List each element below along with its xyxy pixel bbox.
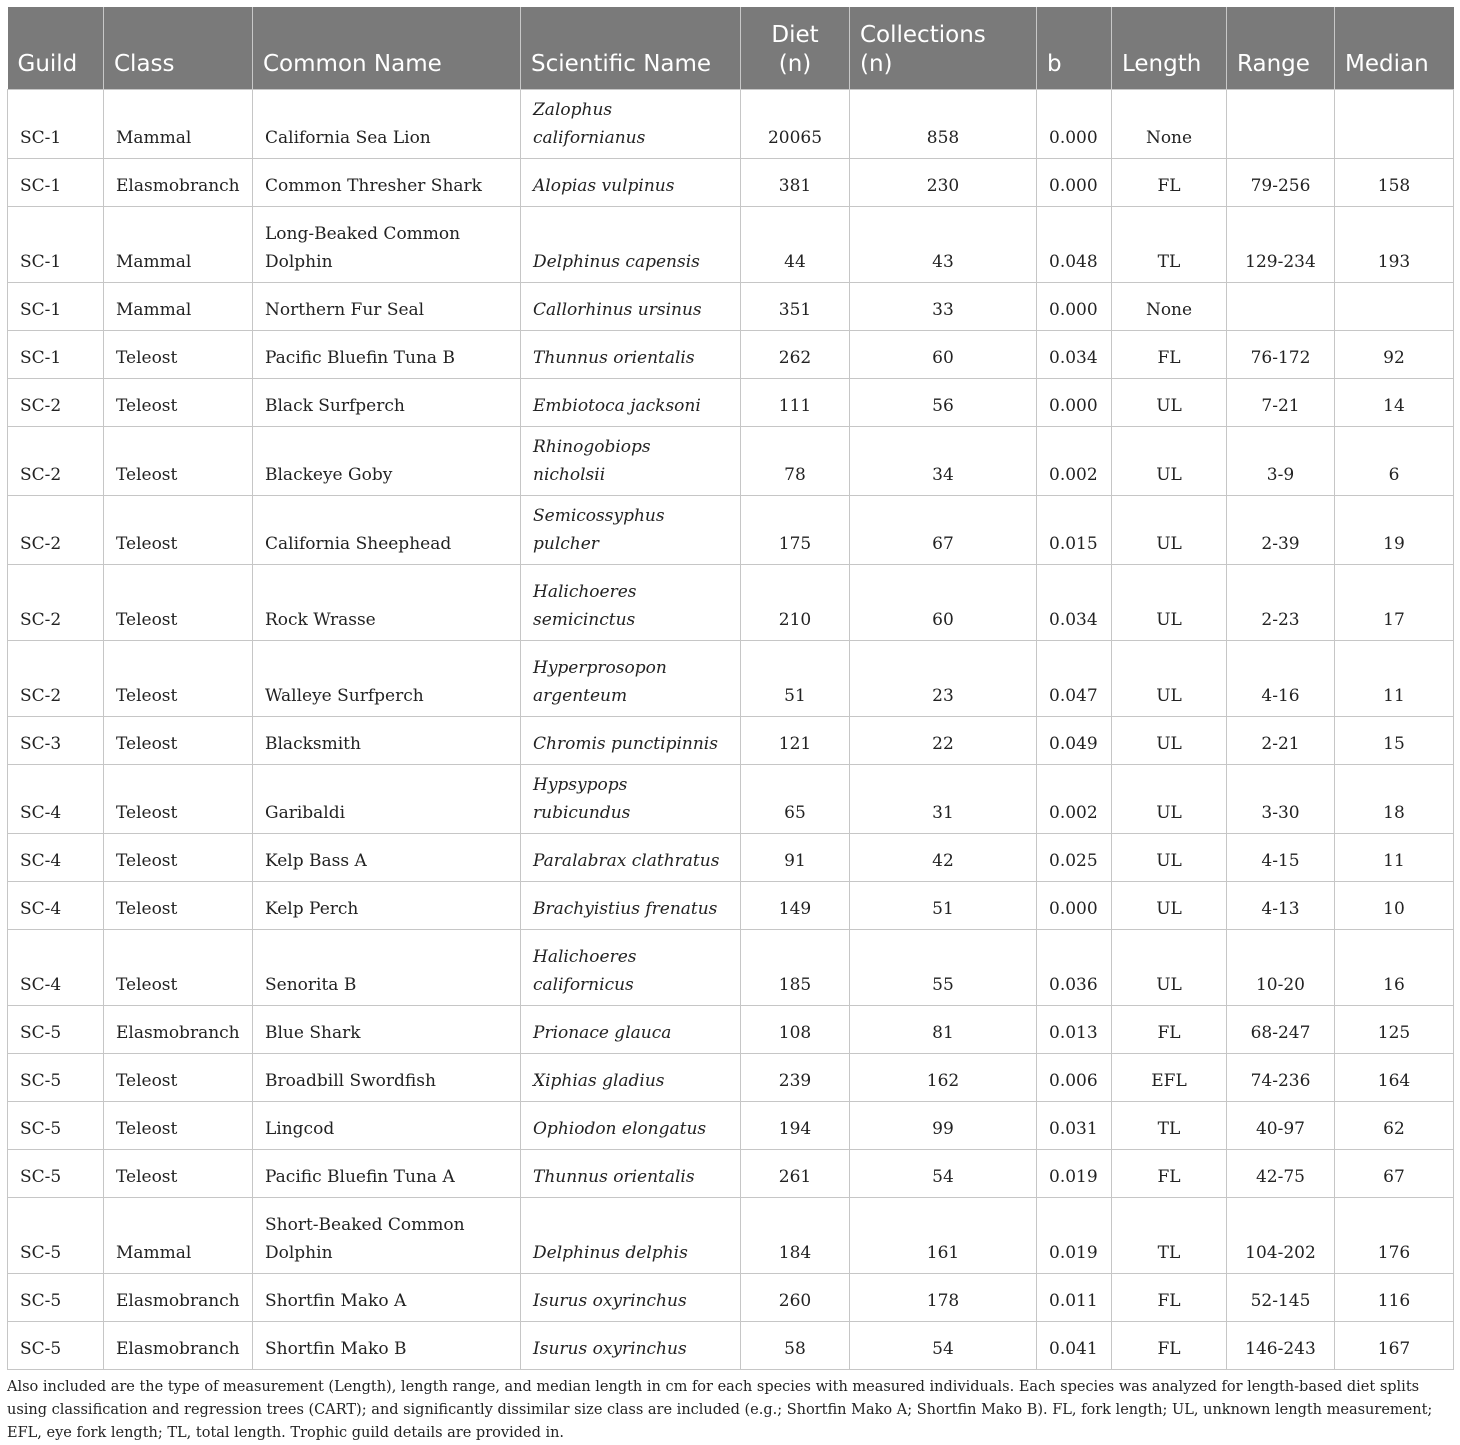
cell-b: 0.002: [1037, 427, 1112, 496]
cell-class: Teleost: [104, 1150, 253, 1198]
cell-class: Teleost: [104, 717, 253, 765]
cell-median: 11: [1335, 641, 1454, 717]
cell-scientific: Thunnus orientalis: [521, 1150, 741, 1198]
cell-median: 193: [1335, 207, 1454, 283]
table-row: [8, 1054, 1454, 1102]
cell-common: Kelp Bass A: [253, 834, 521, 882]
cell-collections: 230: [850, 159, 1037, 207]
cell-range: 146-243: [1227, 1322, 1335, 1370]
cell-b: 0.034: [1037, 565, 1112, 641]
cell-scientific: Delphinus delphis: [521, 1198, 741, 1274]
cell-diet: 111: [741, 379, 850, 427]
table-row: [8, 1102, 1454, 1150]
cell-median: 15: [1335, 717, 1454, 765]
header-b: b: [1037, 7, 1112, 90]
cell-median: 19: [1335, 496, 1454, 565]
cell-median: 62: [1335, 1102, 1454, 1150]
cell-range: 129-234: [1227, 207, 1335, 283]
cell-b: 0.041: [1037, 1322, 1112, 1370]
cell-scientific: Hyperprosopon argenteum: [521, 641, 741, 717]
cell-guild: SC-5: [8, 1102, 104, 1150]
table-row: [8, 331, 1454, 379]
cell-scientific: Prionace glauca: [521, 1006, 741, 1054]
cell-class: Teleost: [104, 379, 253, 427]
table-row: [8, 159, 1454, 207]
cell-length: FL: [1112, 1006, 1227, 1054]
cell-diet: 381: [741, 159, 850, 207]
cell-guild: SC-2: [8, 641, 104, 717]
cell-class: Teleost: [104, 834, 253, 882]
cell-class: Mammal: [104, 207, 253, 283]
cell-range: [1227, 283, 1335, 331]
cell-b: 0.013: [1037, 1006, 1112, 1054]
cell-length: UL: [1112, 496, 1227, 565]
cell-collections: 81: [850, 1006, 1037, 1054]
cell-length: FL: [1112, 1274, 1227, 1322]
cell-range: [1227, 90, 1335, 159]
cell-range: 52-145: [1227, 1274, 1335, 1322]
cell-common: Shortfin Mako B: [253, 1322, 521, 1370]
cell-diet: 78: [741, 427, 850, 496]
cell-class: Teleost: [104, 1054, 253, 1102]
cell-class: Elasmobranch: [104, 1006, 253, 1054]
cell-class: Mammal: [104, 1198, 253, 1274]
table-row: [8, 717, 1454, 765]
cell-range: 7-21: [1227, 379, 1335, 427]
cell-length: FL: [1112, 1150, 1227, 1198]
cell-collections: 31: [850, 765, 1037, 834]
cell-class: Mammal: [104, 90, 253, 159]
cell-common: Blue Shark: [253, 1006, 521, 1054]
table-row: [8, 379, 1454, 427]
cell-common: Blackeye Goby: [253, 427, 521, 496]
table-row: [8, 283, 1454, 331]
cell-median: 18: [1335, 765, 1454, 834]
cell-b: 0.047: [1037, 641, 1112, 717]
cell-median: [1335, 90, 1454, 159]
cell-diet: 65: [741, 765, 850, 834]
cell-scientific: Semicossyphus pulcher: [521, 496, 741, 565]
table-row: [8, 427, 1454, 496]
cell-b: 0.019: [1037, 1198, 1112, 1274]
cell-class: Teleost: [104, 641, 253, 717]
cell-length: None: [1112, 283, 1227, 331]
cell-guild: SC-1: [8, 331, 104, 379]
cell-guild: SC-2: [8, 427, 104, 496]
cell-range: 74-236: [1227, 1054, 1335, 1102]
cell-guild: SC-3: [8, 717, 104, 765]
cell-scientific: Xiphias gladius: [521, 1054, 741, 1102]
cell-diet: 260: [741, 1274, 850, 1322]
table-body: [8, 90, 1454, 1370]
cell-b: 0.006: [1037, 1054, 1112, 1102]
cell-common: Senorita B: [253, 930, 521, 1006]
cell-range: 2-39: [1227, 496, 1335, 565]
cell-median: 14: [1335, 379, 1454, 427]
header-range: Range: [1227, 7, 1335, 90]
cell-diet: 185: [741, 930, 850, 1006]
cell-common: Walleye Surfperch: [253, 641, 521, 717]
cell-diet: 58: [741, 1322, 850, 1370]
cell-length: FL: [1112, 331, 1227, 379]
cell-diet: 175: [741, 496, 850, 565]
cell-class: Teleost: [104, 765, 253, 834]
cell-b: 0.036: [1037, 930, 1112, 1006]
cell-class: Teleost: [104, 930, 253, 1006]
cell-collections: 43: [850, 207, 1037, 283]
cell-median: 67: [1335, 1150, 1454, 1198]
cell-common: Northern Fur Seal: [253, 283, 521, 331]
cell-guild: SC-5: [8, 1322, 104, 1370]
cell-guild: SC-5: [8, 1054, 104, 1102]
cell-diet: 239: [741, 1054, 850, 1102]
cell-median: 6: [1335, 427, 1454, 496]
table-container: [7, 7, 1453, 1445]
table-row: [8, 1150, 1454, 1198]
cell-collections: 60: [850, 565, 1037, 641]
cell-range: 3-9: [1227, 427, 1335, 496]
cell-diet: 210: [741, 565, 850, 641]
cell-range: 68-247: [1227, 1006, 1335, 1054]
cell-scientific: Hypsypops rubicundus: [521, 765, 741, 834]
cell-range: 2-23: [1227, 565, 1335, 641]
cell-range: 3-30: [1227, 765, 1335, 834]
cell-diet: 51: [741, 641, 850, 717]
cell-collections: 42: [850, 834, 1037, 882]
cell-scientific: Callorhinus ursinus: [521, 283, 741, 331]
cell-common: Garibaldi: [253, 765, 521, 834]
cell-scientific: Ophiodon elongatus: [521, 1102, 741, 1150]
cell-median: 164: [1335, 1054, 1454, 1102]
table-row: [8, 1006, 1454, 1054]
table-row: [8, 565, 1454, 641]
cell-range: 2-21: [1227, 717, 1335, 765]
cell-collections: 23: [850, 641, 1037, 717]
cell-class: Teleost: [104, 496, 253, 565]
cell-common: Kelp Perch: [253, 882, 521, 930]
cell-scientific: Zalophus californianus: [521, 90, 741, 159]
cell-guild: SC-2: [8, 379, 104, 427]
cell-median: 11: [1335, 834, 1454, 882]
cell-scientific: Isurus oxyrinchus: [521, 1322, 741, 1370]
cell-common: Lingcod: [253, 1102, 521, 1150]
cell-b: 0.000: [1037, 882, 1112, 930]
cell-range: 42-75: [1227, 1150, 1335, 1198]
cell-scientific: Halichoeres californicus: [521, 930, 741, 1006]
species-table: [7, 7, 1454, 1370]
cell-b: 0.000: [1037, 283, 1112, 331]
cell-median: [1335, 283, 1454, 331]
cell-common: California Sea Lion: [253, 90, 521, 159]
cell-guild: SC-5: [8, 1274, 104, 1322]
cell-diet: 20065: [741, 90, 850, 159]
cell-guild: SC-4: [8, 834, 104, 882]
cell-range: 4-16: [1227, 641, 1335, 717]
header-length: Length: [1112, 7, 1227, 90]
table-row: [8, 1322, 1454, 1370]
cell-diet: 261: [741, 1150, 850, 1198]
cell-common: Black Surfperch: [253, 379, 521, 427]
cell-median: 17: [1335, 565, 1454, 641]
cell-length: EFL: [1112, 1054, 1227, 1102]
table-footnote: Also included are the type of measurement (Length), length range, and median length in cm for each species with measured individuals. Each species was analyzed for length-based diet splits using classification and regression trees (CART); and significantly dissimilar size class are included (e.g.; Shortfin Mako A; Shortfin Mako B). FL, fork length; UL, unknown length measurement; EFL, eye fork length; TL, total length. Trophic guild details are provided in.: [7, 1379, 1433, 1441]
table-row: [8, 765, 1454, 834]
cell-b: 0.034: [1037, 331, 1112, 379]
cell-scientific: Isurus oxyrinchus: [521, 1274, 741, 1322]
cell-b: 0.048: [1037, 207, 1112, 283]
cell-guild: SC-1: [8, 159, 104, 207]
cell-guild: SC-1: [8, 207, 104, 283]
table-row: [8, 496, 1454, 565]
cell-class: Teleost: [104, 882, 253, 930]
cell-range: 40-97: [1227, 1102, 1335, 1150]
cell-length: UL: [1112, 882, 1227, 930]
cell-common: Long-Beaked Common Dolphin: [253, 207, 521, 283]
cell-length: UL: [1112, 834, 1227, 882]
cell-b: 0.025: [1037, 834, 1112, 882]
header-collections: Collections (n): [850, 7, 1037, 90]
cell-common: Rock Wrasse: [253, 565, 521, 641]
cell-b: 0.000: [1037, 90, 1112, 159]
cell-range: 76-172: [1227, 331, 1335, 379]
cell-b: 0.011: [1037, 1274, 1112, 1322]
cell-scientific: Paralabrax clathratus: [521, 834, 741, 882]
cell-b: 0.002: [1037, 765, 1112, 834]
header-scientific-name: Scientific Name: [521, 7, 741, 90]
cell-median: 176: [1335, 1198, 1454, 1274]
cell-scientific: Chromis punctipinnis: [521, 717, 741, 765]
cell-collections: 54: [850, 1150, 1037, 1198]
cell-length: FL: [1112, 159, 1227, 207]
cell-b: 0.000: [1037, 159, 1112, 207]
table-row: [8, 641, 1454, 717]
cell-scientific: Halichoeres semicinctus: [521, 565, 741, 641]
cell-class: Mammal: [104, 283, 253, 331]
cell-scientific: Embiotoca jacksoni: [521, 379, 741, 427]
cell-common: Shortfin Mako A: [253, 1274, 521, 1322]
cell-b: 0.000: [1037, 379, 1112, 427]
cell-common: Pacific Bluefin Tuna A: [253, 1150, 521, 1198]
table-row: [8, 834, 1454, 882]
cell-length: UL: [1112, 930, 1227, 1006]
cell-scientific: Thunnus orientalis: [521, 331, 741, 379]
header-common-name: Common Name: [253, 7, 521, 90]
cell-collections: 56: [850, 379, 1037, 427]
table-row: [8, 207, 1454, 283]
cell-median: 125: [1335, 1006, 1454, 1054]
cell-range: 104-202: [1227, 1198, 1335, 1274]
cell-scientific: Delphinus capensis: [521, 207, 741, 283]
cell-range: 4-15: [1227, 834, 1335, 882]
cell-diet: 91: [741, 834, 850, 882]
cell-common: California Sheephead: [253, 496, 521, 565]
cell-collections: 54: [850, 1322, 1037, 1370]
cell-class: Elasmobranch: [104, 1322, 253, 1370]
cell-range: 79-256: [1227, 159, 1335, 207]
table-row: [8, 882, 1454, 930]
cell-length: TL: [1112, 207, 1227, 283]
cell-guild: SC-5: [8, 1006, 104, 1054]
cell-range: 10-20: [1227, 930, 1335, 1006]
cell-collections: 162: [850, 1054, 1037, 1102]
cell-common: Common Thresher Shark: [253, 159, 521, 207]
cell-b: 0.049: [1037, 717, 1112, 765]
cell-length: FL: [1112, 1322, 1227, 1370]
cell-scientific: Brachyistius frenatus: [521, 882, 741, 930]
cell-common: Broadbill Swordfish: [253, 1054, 521, 1102]
cell-length: UL: [1112, 565, 1227, 641]
table-row: [8, 930, 1454, 1006]
cell-median: 116: [1335, 1274, 1454, 1322]
cell-length: TL: [1112, 1198, 1227, 1274]
cell-length: UL: [1112, 379, 1227, 427]
cell-diet: 121: [741, 717, 850, 765]
cell-guild: SC-2: [8, 565, 104, 641]
header-row: [8, 7, 1454, 90]
cell-guild: SC-5: [8, 1150, 104, 1198]
cell-diet: 149: [741, 882, 850, 930]
header-diet: Diet (n): [741, 7, 850, 90]
cell-collections: 99: [850, 1102, 1037, 1150]
cell-collections: 33: [850, 283, 1037, 331]
cell-median: 92: [1335, 331, 1454, 379]
cell-collections: 55: [850, 930, 1037, 1006]
cell-length: UL: [1112, 765, 1227, 834]
cell-common: Short-Beaked Common Dolphin: [253, 1198, 521, 1274]
cell-class: Elasmobranch: [104, 159, 253, 207]
cell-collections: 161: [850, 1198, 1037, 1274]
cell-median: 158: [1335, 159, 1454, 207]
cell-class: Teleost: [104, 331, 253, 379]
cell-length: TL: [1112, 1102, 1227, 1150]
header-class: Class: [104, 7, 253, 90]
table-row: [8, 1274, 1454, 1322]
cell-collections: 22: [850, 717, 1037, 765]
cell-guild: SC-4: [8, 765, 104, 834]
cell-class: Elasmobranch: [104, 1274, 253, 1322]
cell-collections: 858: [850, 90, 1037, 159]
cell-diet: 44: [741, 207, 850, 283]
cell-class: Teleost: [104, 1102, 253, 1150]
cell-scientific: Alopias vulpinus: [521, 159, 741, 207]
cell-collections: 178: [850, 1274, 1037, 1322]
cell-length: UL: [1112, 717, 1227, 765]
cell-b: 0.015: [1037, 496, 1112, 565]
cell-guild: SC-1: [8, 283, 104, 331]
cell-guild: SC-5: [8, 1198, 104, 1274]
cell-length: None: [1112, 90, 1227, 159]
cell-class: Teleost: [104, 427, 253, 496]
cell-diet: 194: [741, 1102, 850, 1150]
cell-range: 4-13: [1227, 882, 1335, 930]
cell-diet: 262: [741, 331, 850, 379]
cell-b: 0.019: [1037, 1150, 1112, 1198]
cell-guild: SC-1: [8, 90, 104, 159]
cell-diet: 184: [741, 1198, 850, 1274]
cell-collections: 60: [850, 331, 1037, 379]
cell-median: 167: [1335, 1322, 1454, 1370]
cell-median: 10: [1335, 882, 1454, 930]
cell-diet: 351: [741, 283, 850, 331]
cell-median: 16: [1335, 930, 1454, 1006]
cell-length: UL: [1112, 641, 1227, 717]
cell-length: UL: [1112, 427, 1227, 496]
cell-guild: SC-2: [8, 496, 104, 565]
cell-class: Teleost: [104, 565, 253, 641]
cell-scientific: Rhinogobiops nicholsii: [521, 427, 741, 496]
cell-guild: SC-4: [8, 930, 104, 1006]
cell-common: Pacific Bluefin Tuna B: [253, 331, 521, 379]
table-row: [8, 90, 1454, 159]
header-guild: Guild: [8, 7, 104, 90]
cell-diet: 108: [741, 1006, 850, 1054]
header-median: Median: [1335, 7, 1454, 90]
cell-collections: 67: [850, 496, 1037, 565]
cell-collections: 51: [850, 882, 1037, 930]
cell-b: 0.031: [1037, 1102, 1112, 1150]
cell-collections: 34: [850, 427, 1037, 496]
table-row: [8, 1198, 1454, 1274]
cell-common: Blacksmith: [253, 717, 521, 765]
cell-guild: SC-4: [8, 882, 104, 930]
